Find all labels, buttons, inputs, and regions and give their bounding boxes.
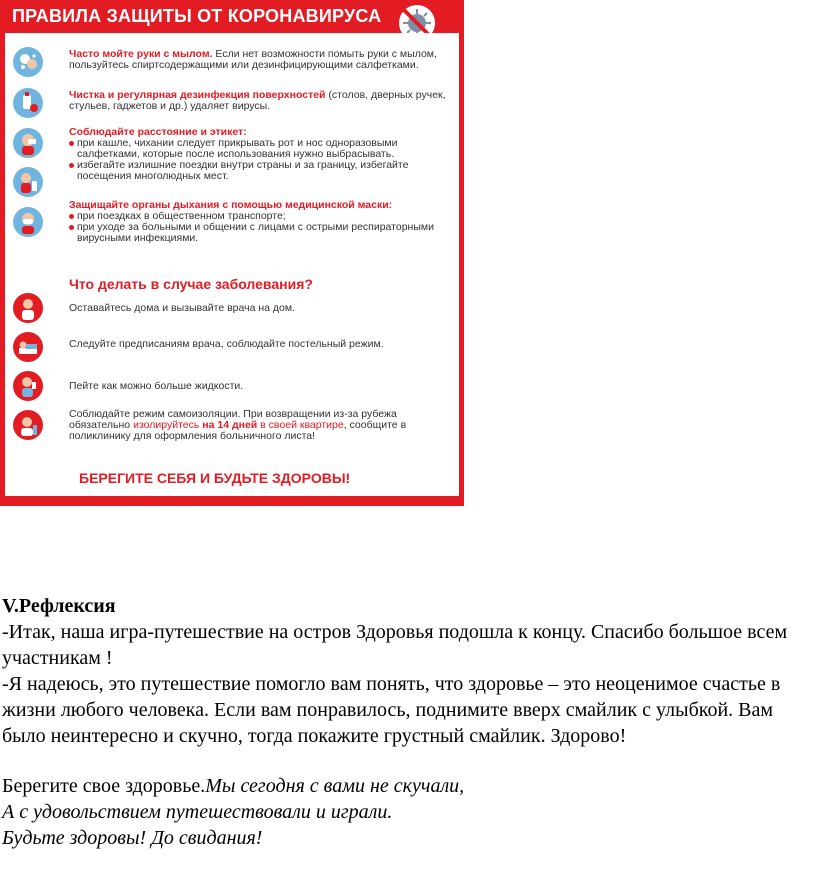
step-text-part: Соблюдайте режим самоизоляции. При возвращении из-за рубежа обязательно	[69, 408, 397, 431]
isolate-highlight: изолируйтесь	[133, 419, 200, 431]
rule-body: (столов, дверных ручек, стульев, гаджетов и др.) удаляет вирусы.	[69, 89, 446, 112]
paragraph-thanks: -Итак, наша игра-путешествие на остров Здоровья подошла к концу. Спасибо большое всем участникам !	[2, 621, 788, 669]
rule-bullet: при поездках в общественном транспорте;	[69, 211, 454, 222]
poster-body	[5, 33, 459, 496]
paragraph-gap	[2, 749, 812, 773]
bed-rest-icon	[13, 332, 43, 362]
rule-bullet: избегайте излишние поездки внутри страны и за границу, избегайте посещения многолюдных мест.	[69, 160, 454, 182]
rule-text	[69, 127, 454, 182]
paragraph-reflection: -Я надеюсь, это путешествие помогло вам понять, что здоровье – это неоценимое счастье в жизни любого человека. Если вам понравилось, поднимите вверх смайлик с улыбкой. Вам было неинтересно и скучно, тогда покажите грустный смайлик. Здорово!	[2, 673, 781, 747]
rule-bullet: при кашле, чихании следует прикрывать рот и нос одноразовыми салфетками, которые после использования нужно выбрасывать.	[69, 138, 454, 160]
apartment-highlight: в своей квартире	[257, 419, 344, 431]
closing-line-3	[2, 825, 812, 851]
rule-lead: Защищайте органы дыхания с помощью медицинской маски:	[69, 199, 393, 211]
fourteen-days-highlight: на 14 дней	[202, 419, 258, 431]
rule-text	[69, 90, 454, 112]
closing-line-2	[2, 799, 812, 825]
coronavirus-poster	[0, 0, 464, 506]
rule-lead: Часто мойте руки с мылом.	[69, 48, 213, 60]
sick-heading: Что делать в случае заболевания?	[69, 276, 313, 292]
section-heading: V.Рефлексия	[2, 595, 116, 617]
step-text	[69, 409, 454, 442]
poster-title: ПРАВИЛА ЗАЩИТЫ ОТ КОРОНАВИРУСА	[12, 6, 382, 26]
doctor-icon	[13, 293, 43, 323]
isolation-icon	[13, 410, 43, 440]
cleaning-icon	[13, 88, 43, 118]
step-text: Пейте как можно больше жидкости.	[69, 380, 244, 392]
handwashing-icon	[13, 47, 43, 77]
drink-icon	[13, 371, 43, 401]
step-text-part: , сообщите в поликлинику для оформления больничного листа!	[69, 419, 407, 442]
closing-italic-2: А с удовольствием путешествовали и играли.	[2, 801, 393, 823]
mask-icon	[13, 207, 43, 237]
step-text: Оставайтесь дома и вызывайте врача на дом.	[69, 302, 296, 314]
rule-text	[69, 49, 454, 71]
document-text	[2, 593, 812, 851]
step-text: Следуйте предписаниям врача, соблюдайте постельный режим.	[69, 338, 384, 350]
closing-italic: Мы сегодня с вами не скучали,	[205, 775, 465, 797]
poster-footer: БЕРЕГИТЕ СЕБЯ И БУДЬТЕ ЗДОРОВЫ!	[79, 470, 351, 486]
travel-icon	[13, 167, 43, 197]
closing-line-1	[2, 773, 812, 799]
rule-bullet: при уходе за больными и общении с лицами с острыми респираторными вирусными инфекциями.	[69, 222, 454, 244]
closing-italic-3: Будьте здоровы! До свидания!	[2, 827, 263, 849]
rule-lead: Соблюдайте расстояние и этикет:	[69, 126, 247, 138]
rule-text	[69, 200, 454, 244]
rule-body: Если нет возможности помыть руки с мылом, пользуйтесь спиртсодержащими или дезинфицирующими салфетками.	[69, 48, 437, 71]
closing-plain: Берегите свое здоровье.	[2, 775, 206, 797]
rule-lead: Чистка и регулярная дезинфекция поверхностей	[69, 89, 326, 101]
sneeze-icon	[13, 128, 43, 158]
